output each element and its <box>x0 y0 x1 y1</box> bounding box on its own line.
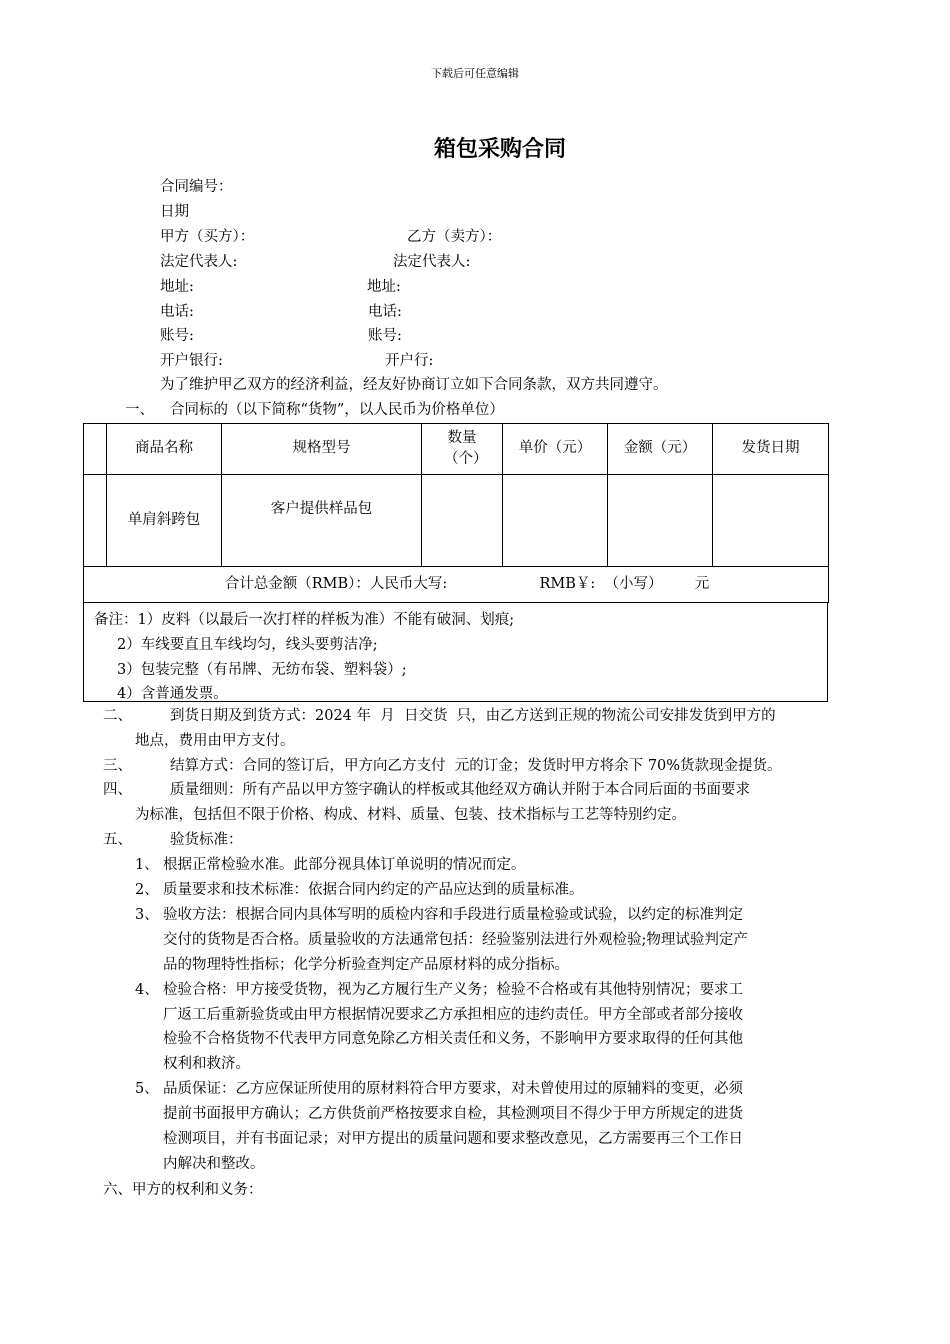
inspection-3-line-3: 品的物理特性指标；化学分析验查判定产品原材料的成分指标。 <box>163 957 569 973</box>
buyer-bank-label: 开户银行: <box>160 353 223 369</box>
clause-4-line-1: 质量细则：所有产品以甲方签字确认的样板或其他经双方确认并附于本合同后面的书面要求 <box>170 782 750 798</box>
remark-line-4: 4）含普通发票。 <box>117 686 228 702</box>
inspection-3-line-1: 验收方法：根据合同内具体写明的质检内容和手段进行质量检验或试验，以约定的标准判定 <box>163 907 743 923</box>
buyer-label: 甲方（买方）： <box>160 229 255 245</box>
buyer-address-label: 地址: <box>160 279 194 295</box>
header-note: 下载后可任意编辑 <box>431 67 519 80</box>
cell-amount <box>608 475 713 567</box>
remark-line-2: 2）车线要直且车线均匀，线头要剪洁净; <box>117 637 378 653</box>
remarks-box <box>83 602 828 702</box>
header-amount: 金额（元） <box>608 424 713 475</box>
header-product-name: 商品名称 <box>107 424 222 475</box>
clause-4-line-2: 为标准，包括但不限于价格、构成、材料、质量、包装、技术指标与工艺等特别约定。 <box>135 807 686 823</box>
header-quantity: 数量（个） <box>422 424 503 475</box>
contract-number-label: 合同编号： <box>160 179 233 195</box>
inspection-2-number: 2、 <box>135 882 159 898</box>
seller-bank-label: 开户行: <box>385 353 434 369</box>
table-row <box>84 475 829 567</box>
inspection-3-number: 3、 <box>135 907 159 923</box>
header-spec: 规格型号 <box>222 424 422 475</box>
seller-phone-label: 电话: <box>368 304 402 320</box>
inspection-1-line-1: 根据正常检验水准。此部分视具体订单说明的情况而定。 <box>163 857 526 873</box>
cell-unit-price <box>503 475 608 567</box>
buyer-account-label: 账号: <box>160 328 194 344</box>
clause-4-number: 四、 <box>103 782 132 798</box>
inspection-3-line-2: 交付的货物是否合格。质量验收的方法通常包括：经验鉴别法进行外观检验;物理试验判定产 <box>163 932 748 948</box>
inspection-2-line-1: 质量要求和技术标准：依据合同内约定的产品应达到的质量标准。 <box>163 882 584 898</box>
row-index-cell <box>84 475 107 567</box>
table-corner-cell <box>84 424 107 475</box>
inspection-1-number: 1、 <box>135 857 159 873</box>
inspection-4-line-2: 厂返工后重新验货或由甲方根据情况要求乙方承担相应的违约责任。甲方全部或者部分接收 <box>163 1007 743 1023</box>
clause-3-number: 三、 <box>103 758 132 774</box>
table-total-row <box>84 567 829 603</box>
cell-quantity <box>422 475 503 567</box>
remark-line-3: 3）包装完整（有吊牌、无纺布袋、塑料袋）; <box>117 662 407 678</box>
total-amount-cell: 合计总金额（RMB）：人民币大写: RMB￥: （小写） 元 <box>84 567 829 603</box>
buyer-representative-label: 法定代表人: <box>160 254 238 270</box>
inspection-4-number: 4、 <box>135 982 159 998</box>
inspection-5-line-1: 品质保证：乙方应保证所使用的原材料符合甲方要求，对未曾使用过的原辅料的变更，必须 <box>163 1081 743 1097</box>
date-label: 日期 <box>160 204 189 220</box>
cell-ship-date <box>713 475 829 567</box>
header-ship-date: 发货日期 <box>713 424 829 475</box>
clause-2-number: 二、 <box>103 708 132 724</box>
section-1-text: 合同标的（以下简称“货物”，以人民币为价格单位） <box>170 402 504 418</box>
section-6-heading: 六、甲方的权利和义务： <box>103 1182 263 1198</box>
cell-spec: 客户提供样品包 <box>222 475 422 567</box>
inspection-4-line-4: 权利和救济。 <box>163 1056 250 1072</box>
clause-2-line-1: 到货日期及到货方式：2024 年 月 日交货 只，由乙方送到正规的物流公司安排发货到甲方的 <box>170 708 776 724</box>
buyer-phone-label: 电话: <box>160 304 194 320</box>
cell-product-name: 单肩斜跨包 <box>107 475 222 567</box>
goods-table <box>83 423 829 603</box>
clause-5-number: 五、 <box>103 832 132 848</box>
inspection-5-line-4: 内解决和整改。 <box>163 1156 265 1172</box>
inspection-4-line-1: 检验合格：甲方接受货物，视为乙方履行生产义务；检验不合格或有其他特别情况；要求工 <box>163 982 743 998</box>
inspection-4-line-3: 检验不合格货物不代表甲方同意免除乙方相关责任和义务，不影响甲方要求取得的任何其他 <box>163 1031 743 1047</box>
header-unit-price: 单价（元） <box>503 424 608 475</box>
table-header-row <box>84 424 829 475</box>
clause-5-line-1: 验货标准： <box>170 832 243 848</box>
seller-address-label: 地址: <box>367 279 401 295</box>
inspection-5-number: 5、 <box>135 1081 159 1097</box>
document-title: 箱包采购合同 <box>433 136 566 162</box>
preamble: 为了维护甲乙双方的经济利益，经友好协商订立如下合同条款，双方共同遵守。 <box>160 377 668 393</box>
remark-line-1: 备注：1）皮料（以最后一次打样的样板为准）不能有破洞、划痕; <box>94 612 515 628</box>
clause-3-line-1: 结算方式：合同的签订后，甲方向乙方支付 元的订金；发货时甲方将余下 70%货款现金提货。 <box>170 758 782 774</box>
seller-label: 乙方（卖方）： <box>407 229 502 245</box>
inspection-5-line-3: 检测项目，并有书面记录；对甲方提出的质量问题和要求整改意见，乙方需要再三个工作日 <box>163 1131 743 1147</box>
seller-representative-label: 法定代表人: <box>393 254 471 270</box>
seller-account-label: 账号: <box>368 328 402 344</box>
section-1-number: 一、 <box>125 402 154 418</box>
inspection-5-line-2: 提前书面报甲方确认；乙方供货前严格按要求自检，其检测项目不得少于甲方所规定的进货 <box>163 1106 743 1122</box>
clause-2-line-2: 地点，费用由甲方支付。 <box>135 733 295 749</box>
